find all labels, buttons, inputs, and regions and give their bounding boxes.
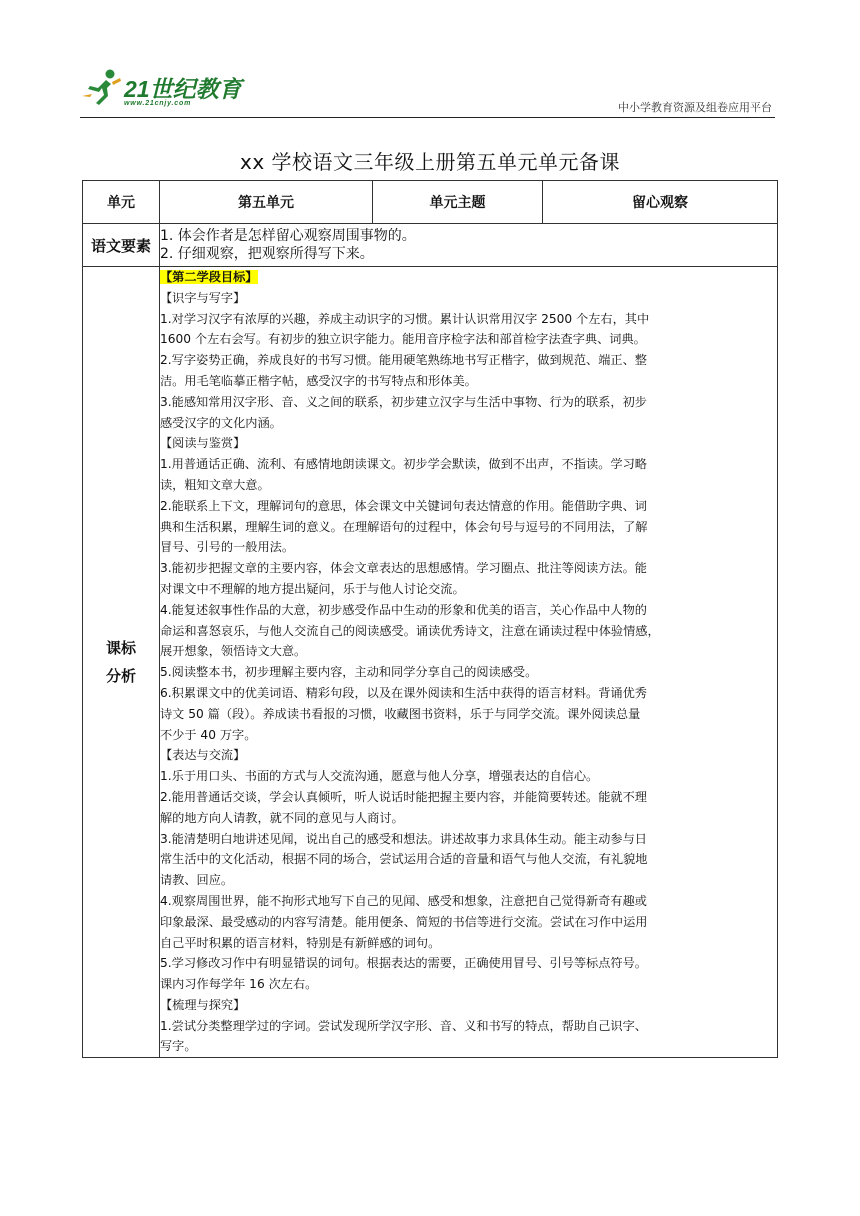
analysis-line: 5.学习修改习作中有明显错误的词句。根据表达的需要，正确使用冒号、引号等标点符号。 [160, 956, 647, 971]
analysis-line: 1600 个左右会写。有初步的独立识字能力。能用音序检字法和部首检字法查字典、词典。 [160, 332, 646, 347]
lesson-plan-table [82, 180, 778, 1058]
analysis-line: 读，粗知文章大意。 [160, 477, 270, 492]
section-heading: 【梳理与探究】 [160, 997, 246, 1012]
analysis-line: 课内习作每学年 16 次左右。 [160, 977, 318, 992]
analysis-line: 1.尝试分类整理学过的字词。尝试发现所学汉字形、音、义和书写的特点，帮助自己识字、 [160, 1018, 647, 1033]
unit-value: 第五单元 [160, 181, 373, 224]
analysis-line: 5.阅读整本书，初步理解主要内容，主动和同学分享自己的阅读感受。 [160, 665, 538, 680]
logo-url: www.21cnjy.com [124, 100, 192, 107]
analysis-line: 3.能感知常用汉字形、音、义之间的联系，初步建立汉字与生活中事物、行为的联系，初步 [160, 394, 647, 409]
analysis-label-line: 分析 [105, 667, 136, 686]
theme-value: 留心观察 [543, 181, 778, 224]
element-item: 2. 仔细观察，把观察所得写下来。 [160, 246, 374, 262]
stage-goal-heading: 【第二学段目标】 [160, 270, 258, 284]
analysis-line: 洁。用毛笔临摹正楷字帖，感受汉字的书写特点和形体美。 [160, 373, 477, 388]
site-logo[interactable] [80, 66, 260, 114]
analysis-line: 1.乐于用口头、书面的方式与人交流沟通，愿意与他人分享，增强表达的自信心。 [160, 769, 599, 784]
unit-label: 单元 [83, 181, 160, 224]
analysis-line: 常生活中的文化活动，根据不同的场合，尝试运用合适的音量和语气与他人交流，有礼貌地 [160, 852, 648, 867]
document-title: xx 学校语文三年级上册第五单元单元备课 [239, 150, 621, 174]
analysis-line: 不少于 40 万字。 [160, 727, 257, 742]
analysis-line: 2.写字姿势正确，养成良好的书写习惯。能用硬笔熟练地书写正楷字，做到规范、端正、整 [160, 353, 647, 368]
theme-label: 单元主题 [373, 181, 543, 224]
section-heading: 【表达与交流】 [160, 748, 246, 763]
elements-label: 语文要素 [83, 224, 160, 267]
analysis-line: 4.能复述叙事性作品的大意，初步感受作品中生动的形象和优美的语言，关心作品中人物的 [160, 602, 647, 617]
analysis-line: 2.能用普通话交谈，学会认真倾听，听人说话时能把握主要内容，并能简要转述。能就不理 [160, 789, 647, 804]
analysis-lines [160, 288, 777, 1057]
analysis-line: 解的地方向人请教，就不同的意见与人商讨。 [160, 810, 404, 825]
analysis-line: 2.能联系上下文，理解词句的意思，体会课文中关键词句表达情意的作用。能借助字典、词 [160, 498, 647, 513]
elements-content [160, 224, 778, 267]
logo-text: 21世纪教育 [124, 76, 242, 102]
section-heading: 【识字与写字】 [160, 290, 246, 305]
analysis-line: 1.用普通话正确、流利、有感情地朗读课文。初步学会默读，做到不出声，不指读。学习略 [160, 457, 647, 472]
analysis-line: 对课文中不理解的地方提出疑问，乐于与他人讨论交流。 [160, 581, 465, 596]
analysis-line: 4.观察周围世界，能不拘形式地写下自己的见闻、感受和想象，注意把自己觉得新奇有趣或 [160, 893, 647, 908]
element-item: 1. 体会作者是怎样留心观察周围事物的。 [160, 228, 416, 244]
analysis-line: 印象最深、最受感动的内容写清楚。能用便条、简短的书信等进行交流。尝试在习作中运用 [160, 914, 648, 929]
header-divider [80, 117, 775, 118]
elements-row [83, 224, 778, 267]
analysis-label-line: 课标 [105, 639, 136, 658]
runner-logo-icon [80, 68, 124, 108]
analysis-line: 展开想象，领悟诗文大意。 [160, 644, 307, 659]
analysis-line: 典和生活积累，理解生词的意义。在理解语句的过程中，体会句号与逗号的不同用法，了解 [160, 519, 648, 534]
analysis-line: 1.对学习汉字有浓厚的兴趣，养成主动识字的习惯。累计认识常用汉字 2500 个左右，其中 [160, 311, 650, 326]
site-tagline: 中小学教育资源及组卷应用平台 [618, 101, 772, 114]
analysis-line: 请教、回应。 [160, 873, 234, 888]
analysis-line: 诗文 50 篇（段）。养成读书看报的习惯，收藏图书资料，乐于与同学交流。课外阅读总量 [160, 706, 641, 721]
analysis-line: 3.能初步把握文章的主要内容，体会文章表达的思想感情。学习圈点、批注等阅读方法。能 [160, 561, 647, 576]
page-header [80, 66, 774, 118]
section-heading: 【阅读与鉴赏】 [160, 436, 246, 451]
analysis-line: 写字。 [160, 1039, 197, 1054]
analysis-line: 命运和喜怒哀乐，与他人交流自己的阅读感受。诵读优秀诗文，注意在诵读过程中体验情感， [160, 623, 660, 638]
analysis-line: 冒号、引号的一般用法。 [160, 540, 295, 555]
analysis-label [83, 267, 160, 1058]
analysis-row [83, 267, 778, 1058]
analysis-line: 6.积累课文中的优美词语、精彩句段，以及在课外阅读和生活中获得的语言材料。背诵优秀 [160, 685, 647, 700]
table-header-row [83, 181, 778, 224]
analysis-line: 感受汉字的文化内涵。 [160, 415, 282, 430]
analysis-content [160, 267, 778, 1058]
analysis-line: 自己平时积累的语言材料，特别是有新鲜感的词句。 [160, 935, 441, 950]
analysis-line: 3.能清楚明白地讲述见闻，说出自己的感受和想法。讲述故事力求具体生动。能主动参与日 [160, 831, 647, 846]
